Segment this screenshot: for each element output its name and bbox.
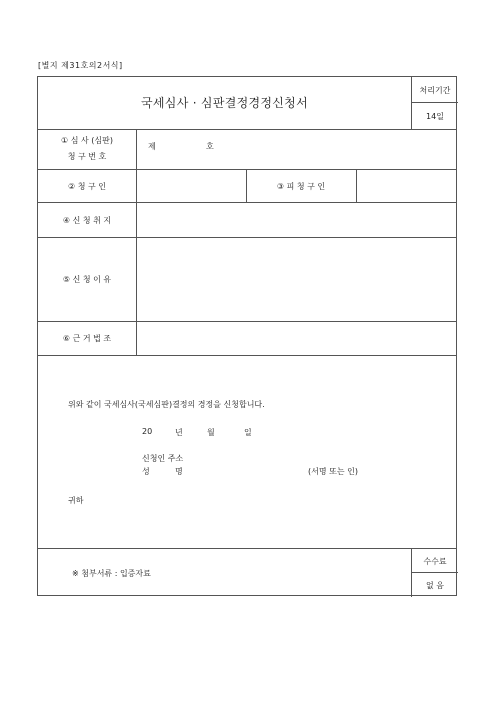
date-month-label: 월 [207, 428, 215, 437]
fee-label: 수수료 [423, 557, 447, 566]
purpose-field[interactable] [137, 203, 457, 236]
case-number-label-line1: ① 심 사 (심판) [61, 136, 113, 145]
name-label-2: 명 [175, 467, 183, 476]
respondent-label: ③ 피 청 구 인 [276, 182, 326, 191]
case-number-field[interactable] [158, 135, 202, 157]
attachment-note: ※ 첨부서류 : 입증자료 [72, 569, 151, 578]
processing-value: 14일 [426, 112, 444, 121]
purpose-label: ④ 신 청 취 지 [62, 216, 112, 225]
statement-text: 위와 같이 국세심사(국세심판)결정의 경정을 신청합니다. [68, 400, 265, 409]
claimant-field[interactable] [137, 170, 245, 201]
case-number-prefix: 제 [148, 142, 156, 151]
legal-basis-field[interactable] [137, 322, 457, 354]
processing-divider [411, 102, 458, 103]
fee-divider [411, 572, 458, 573]
date-day-label: 일 [244, 428, 252, 437]
reason-label: ⑤ 신 청 이 유 [62, 275, 112, 284]
name-label-1: 성 [142, 467, 150, 476]
date-year-prefix: 20 [142, 427, 153, 436]
case-number-label-line2: 청 구 번 호 [67, 152, 107, 161]
row-line [38, 548, 456, 549]
case-number-suffix: 호 [206, 142, 214, 151]
processing-label: 처리기간 [419, 86, 451, 95]
addressee-text: 귀하 [68, 496, 84, 505]
applicant-address-label: 신청인 주소 [142, 454, 184, 463]
legal-basis-label: ⑥ 근 거 법 조 [62, 334, 112, 343]
form-reference: [별지 제31호의2서식] [38, 61, 123, 70]
date-year-label: 년 [175, 428, 183, 437]
row-line [38, 129, 456, 130]
form-title: 국세심사 · 심판결정경정신청서 [141, 96, 308, 110]
row-line [38, 355, 456, 356]
fee-value: 없 음 [426, 581, 444, 590]
signature-note: (서명 또는 인) [308, 467, 358, 476]
respondent-field[interactable] [357, 170, 457, 201]
reason-field[interactable] [137, 238, 457, 320]
claimant-label: ② 청 구 인 [68, 182, 106, 191]
application-form [37, 76, 457, 596]
